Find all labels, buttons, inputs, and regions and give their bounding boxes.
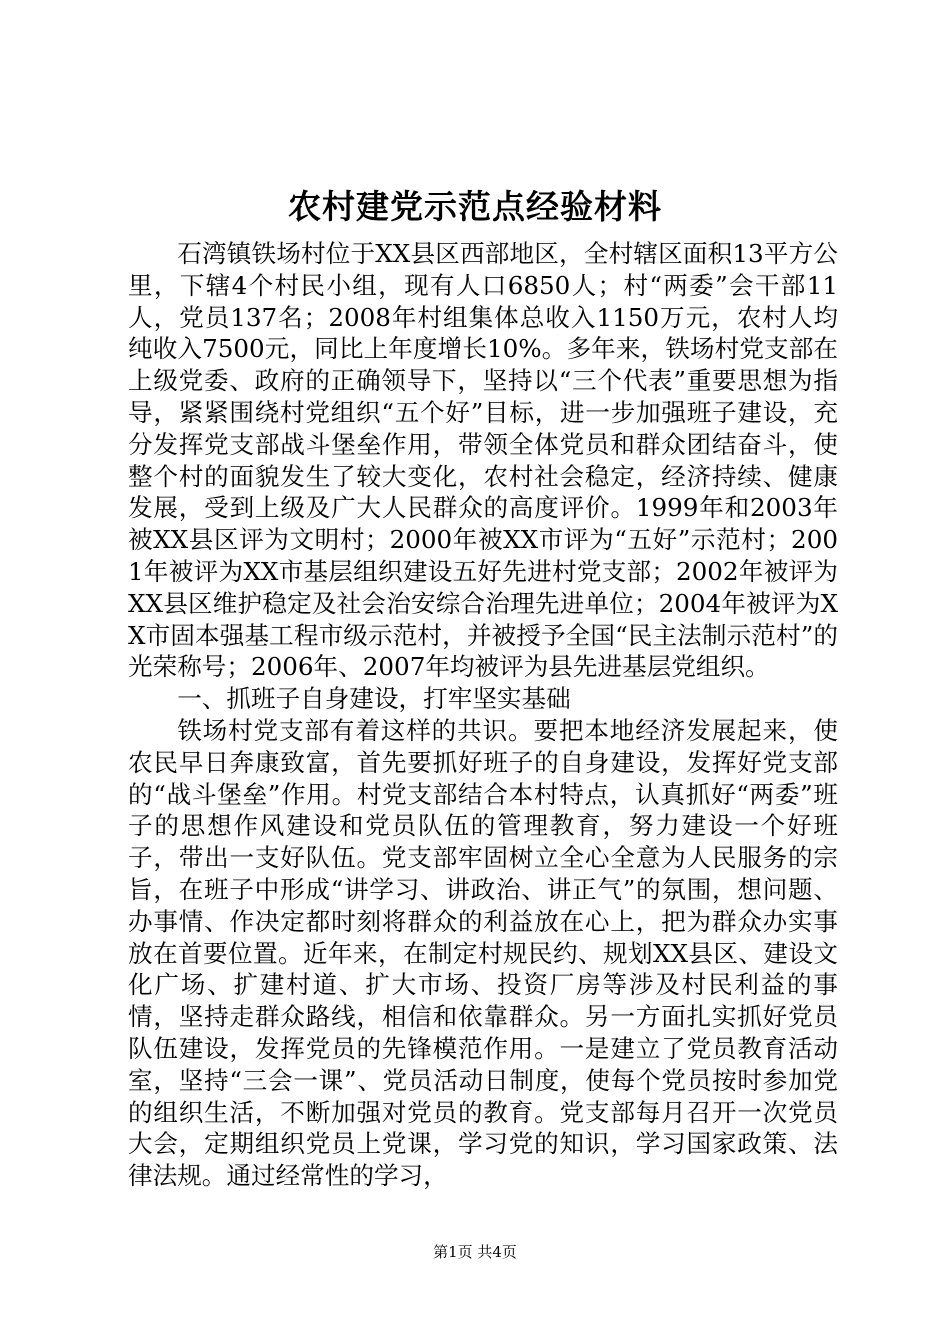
document-body (128, 238, 838, 1192)
section-heading: 一、抓班子自身建设，打牢坚实基础 (177, 684, 571, 714)
intro-paragraph: 石湾镇铁场村位于XX县区西部地区，全村辖区面积13平方公里，下辖4个村民小组，现有人口6850人；村“两委”会干部11人，党员137名；2008年村组集体总收入1150万元，农村人均纯收入7500元，同比上年度增长10%。多年来，铁场村党支部在上级党委、政府的正确领导下，坚持以“三个代表”重要思想为指导，紧紧围绕村党组织“五个好”目标，进一步加强班子建设，充分发挥党支部战斗堡垒作用，带领全体党员和群众团结奋斗，使整个村的面貌发生了较大变化，农村社会稳定，经济持续、健康发展，受到上级及广大人民群众的高度评价。1999年和2003年被XX县区评为文明村；2000年被XX市评为“五好”示范村；2001年被评为XX市基层组织建设五好先进村党支部；2002年被评为XX县区维护稳定及社会治安综合治理先进单位；2004年被评为XX市固本强基工程市级示范村，并被授予全国“民主法制示范村”的光荣称号；2006年、2007年均被评为县先进基层党组织。 (128, 239, 838, 682)
page-number: 第1页 共4页 (433, 1243, 517, 1261)
document-title: 农村建党示范点经验材料 (288, 187, 662, 226)
section-paragraph: 铁场村党支部有着这样的共识。要把本地经济发展起来，使农民早日奔康致富，首先要抓好班子的自身建设，发挥好党支部的“战斗堡垒”作用。村党支部结合本村特点，认真抓好“两委”班子的思想作风建设和党员队伍的管理教育，努力建设一个好班子，带出一支好队伍。党支部牢固树立全心全意为人民服务的宗旨，在班子中形成“讲学习、讲政治、讲正气”的氛围，想问题、办事情、作决定都时刻将群众的利益放在心上，把为群众办实事放在首要位置。近年来，在制定村规民约、规划XX县区、建设文化广场、扩建村道、扩大市场、投资厂房等涉及村民利益的事情，坚持走群众路线，相信和依靠群众。另一方面扎实抓好党员队伍建设，发挥党员的先锋模范作用。一是建立了党员教育活动室，坚持“三会一课”、党员活动日制度，使每个党员按时参加党的组织生活，不断加强对党员的教育。党支部每月召开一次党员大会，定期组织党员上党课，学习党的知识，学习国家政策、法律法规。通过经常性的学习， (128, 715, 838, 1191)
